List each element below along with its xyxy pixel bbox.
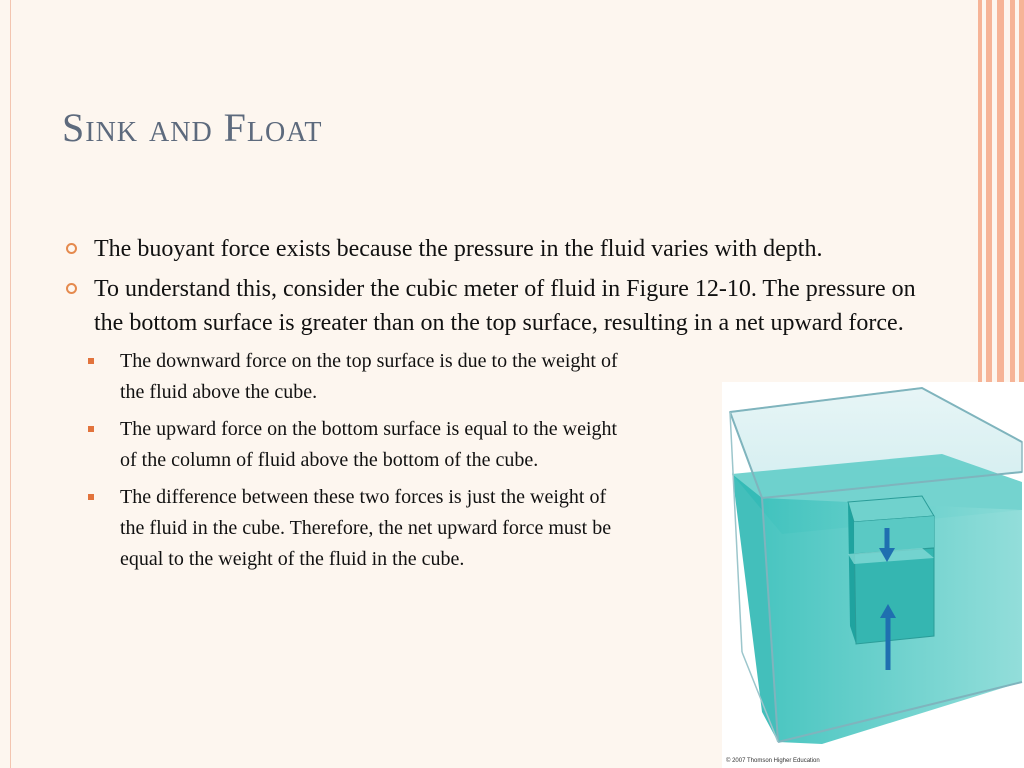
sub-bullet-item xyxy=(38,414,618,476)
circle-bullet-icon xyxy=(66,283,77,294)
sub-bullet-list xyxy=(38,346,618,575)
sub-bullet-item xyxy=(38,346,618,408)
bullet-text: The buoyant force exists because the pressure in the fluid varies with depth. xyxy=(94,236,823,262)
bullet-item xyxy=(66,232,926,266)
frame-line xyxy=(10,0,11,768)
sub-bullet-text: The difference between these two forces is just the weight of the fluid in the cube. Therefore, the net upward force must be equal to the weight of the fluid in the cube. xyxy=(120,486,612,570)
circle-bullet-icon xyxy=(66,243,77,254)
decor-stripe xyxy=(986,0,992,384)
figure-credit: © 2007 Thomson Higher Education xyxy=(726,758,820,764)
bullet-text: To understand this, consider the cubic meter of fluid in Figure 12-10. The pressure on the bottom surface is greater than on the top surface, resulting in a net upward force. xyxy=(94,276,916,336)
sub-bullet-text: The downward force on the top surface is due to the weight of the fluid above the cube. xyxy=(120,350,618,403)
square-bullet-icon xyxy=(88,426,94,432)
square-bullet-icon xyxy=(88,358,94,364)
tank-figure xyxy=(722,382,1024,768)
bullet-item xyxy=(66,272,926,340)
decor-stripe xyxy=(1010,0,1015,384)
square-bullet-icon xyxy=(88,494,94,500)
slide-title: Sink and Float xyxy=(62,105,323,150)
decor-stripe xyxy=(978,0,982,384)
decor-stripe xyxy=(1019,0,1024,384)
sub-bullet-item xyxy=(38,482,618,575)
decor-stripe xyxy=(997,0,1004,384)
sub-bullet-text: The upward force on the bottom surface is equal to the weight of the column of fluid above the bottom of the cube. xyxy=(120,418,618,471)
